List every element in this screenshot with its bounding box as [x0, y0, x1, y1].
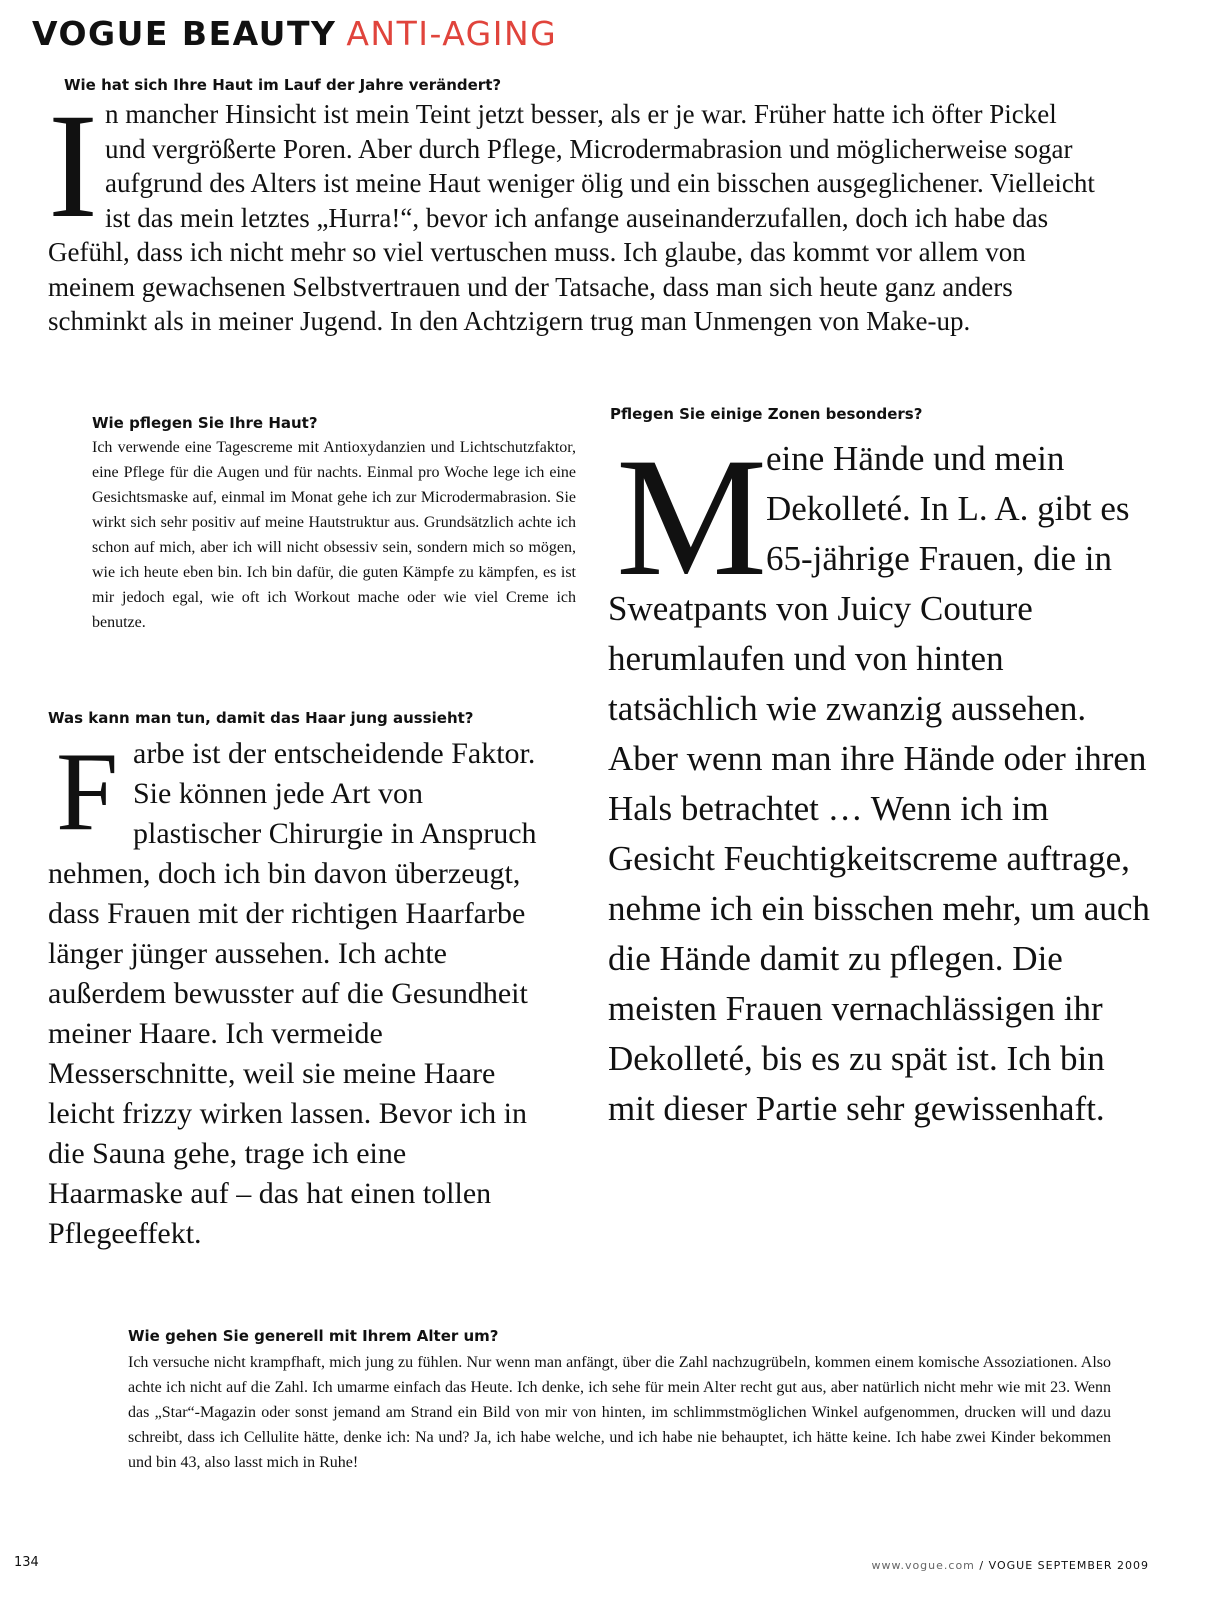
answer-hair-text: arbe ist der entscheidende Faktor. Sie können jede Art von plastischer Chirurgie in Anspruch nehmen, doch ich bin davon überzeugt, dass Frauen mit der richtigen Haarfarbe länger jünger aussehen. Ich achte außerdem bewusster auf die Gesundheit meiner Haare. Ich vermeide Messerschnitte, weil sie meine Haare leicht frizzy wirken lassen. Bevor ich in die Sauna gehe, trage ich eine Haarmaske auf – das hat einen tollen Pflegeeffekt. [48, 737, 537, 1250]
dropcap-i: I [48, 83, 98, 249]
question-zones: Pflegen Sie einige Zonen besonders? [610, 405, 923, 423]
answer-skin-care: Ich verwende eine Tagescreme mit Antioxydanzien und Lichtschutzfaktor, eine Pflege für die Augen und für nachts. Einmal pro Woche lege ich eine Gesichtsmaske auf, einmal im Monat gehe ich zur Microdermabrasion. Sie wirkt sich sehr positiv auf meine Hautstruktur aus. Grundsätzlich achte ich schon auf mich, aber ich will nicht obsessiv sein, sondern mich so mögen, wie ich heute eben bin. Ich bin dafür, die guten Kämpfe zu kämpfen, es ist mir jedoch egal, wie oft ich Workout mache oder wie viel Creme ich benutze. [92, 439, 576, 631]
page-header [32, 14, 557, 53]
footer-credit [871, 1559, 1149, 1572]
footer-url: www.vogue.com [871, 1559, 975, 1572]
dropcap-f: F [56, 730, 119, 854]
answer-age: Ich versuche nicht krampfhaft, mich jung zu fühlen. Nur wenn man anfängt, über die Zahl nachzugrübeln, kommen einem komische Assoziationen. Also achte ich nicht auf die Zahl. Ich umarme einfach das Heute. Ich denke, ich sehe für mein Alter recht gut aus, aber natürlich nicht mehr wie mit 23. Wenn das „Star“-Magazin oder sonst jemand am Strand ein Bild von mir von hinten, im schlimmstmöglichen Winkel aufgenommen, drucken will und dazu schreibt, dass ich Cellulite hätte, denke ich: Na und? Ja, ich habe welche, und ich habe nie behauptet, ich hätte keine. Ich habe zwei Kinder bekommen und bin 43, also lasst mich in Ruhe! [128, 1354, 1111, 1471]
page-number: 134 [14, 1555, 39, 1570]
dropcap-m: M [616, 423, 768, 611]
header-topic: ANTI-AGING [346, 14, 558, 53]
answer-hair [48, 730, 538, 1254]
answer-zones [608, 423, 1156, 1134]
question-skin-change: Wie hat sich Ihre Haut im Lauf der Jahre verändert? [64, 76, 502, 94]
question-age: Wie gehen Sie generell mit Ihrem Alter um? [128, 1327, 499, 1345]
answer-skin-change-text: n mancher Hinsicht ist mein Teint jetzt besser, als er je war. Früher hatte ich öfter Pickel und vergrößerte Poren. Aber durch Pflege, Microdermabrasion und möglicherweise sogar aufgrund des Alters ist meine Haut weniger ölig und ein bisschen ausgeglichener. Vielleicht ist das mein letztes „Hurra!“, bevor ich anfange auseinanderzufallen, doch ich habe das Gefühl, dass ich nicht mehr so viel vertuschen muss. Ich glaube, das kommt vor allem von meinem gewachsenen Selbstvertrauen und der Tatsache, dass man sich heute ganz anders schminkt als in meiner Jugend. In den Achtzigern trug man Unmengen von Make-up. [48, 99, 1095, 336]
header-kicker: VOGUE BEAUTY [32, 14, 337, 53]
answer-zones-text: eine Hände und mein Dekolleté. In L. A. gibt es 65-jährige Frauen, die in Sweatpants von Juicy Couture herumlaufen und von hinten tatsächlich wie zwanzig aussehen. Aber wenn man ihre Hände oder ihren Hals betrachtet … Wenn ich im Gesicht Feuchtigkeitscreme auftrage, nehme ich ein bisschen mehr, um auch die Hände damit zu pflegen. Die meisten Frauen vernachlässigen ihr Dekolleté, bis es zu spät ist. Ich bin mit dieser Partie sehr gewissenhaft. [608, 439, 1150, 1128]
question-skin-care: Wie pflegen Sie Ihre Haut? [92, 414, 318, 432]
question-hair: Was kann man tun, damit das Haar jung aussieht? [48, 709, 474, 727]
footer-issue: VOGUE SEPTEMBER 2009 [988, 1559, 1149, 1572]
footer-separator: / [979, 1559, 985, 1572]
